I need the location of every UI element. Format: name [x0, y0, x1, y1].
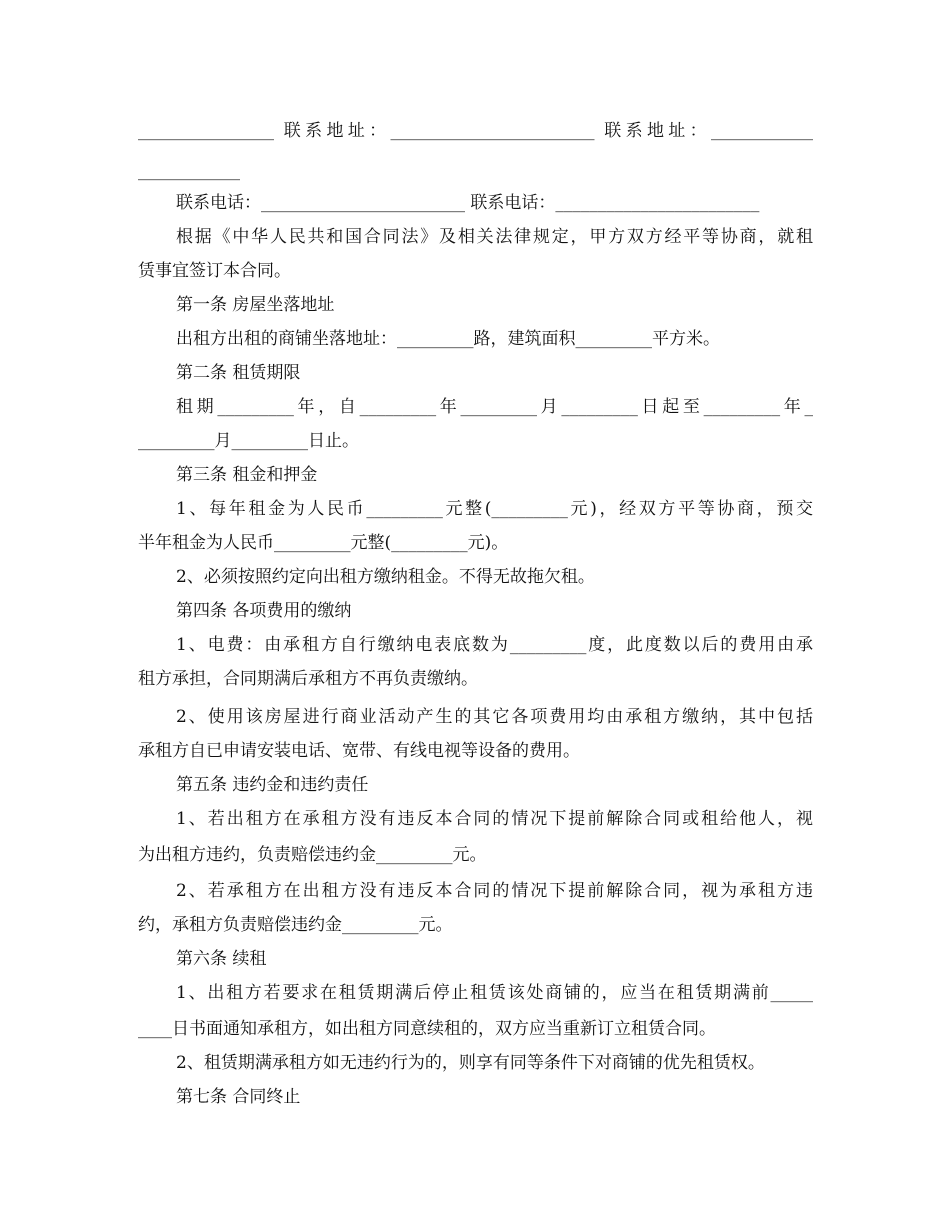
article-1-heading: 第一条 房屋坐落地址: [176, 295, 335, 315]
article-4-item-1-line-1: 1、电费：由承租方自行缴纳电表底数为_________度，此度数以后的费用由承: [176, 635, 813, 655]
article-3-item-1-line-1: 1、每年租金为人民币_________元整(_________元)，经双方平等协商，预交: [176, 499, 813, 519]
article-2-body-line-2: _________月_________日止。: [138, 431, 359, 451]
article-5-item-1-line-1: 1、若出租方在承租方没有违反本合同的情况下提前解除合同或租给他人，视: [176, 809, 813, 829]
article-6-item-2: 2、租赁期满承租方如无违约行为的，则享有同等条件下对商铺的优先租赁权。: [176, 1053, 765, 1073]
article-2-heading: 第二条 租赁期限: [176, 363, 301, 383]
preamble-line-1: 根据《中华人民共和国合同法》及相关法律规定，甲方双方经平等协商，就租: [176, 227, 813, 247]
article-5-heading: 第五条 违约金和违约责任: [176, 775, 369, 795]
article-6-item-1-line-1: 1、出租方若要求在租赁期满后停止租赁该处商铺的，应当在租赁期满前_____: [176, 983, 813, 1003]
article-2-body-line-1: 租期_________年，自_________年_________月_________日起至_________年_: [176, 397, 813, 417]
preamble-line-2: 赁事宜签订本合同。: [138, 261, 291, 281]
article-3-heading: 第三条 租金和押金: [176, 465, 318, 485]
article-6-item-1-line-2: ____日书面通知承租方，如出租方同意续租的，双方应当重新订立租赁合同。: [138, 1019, 716, 1039]
article-4-item-1-line-2: 租方承担，合同期满后承租方不再负责缴纳。: [138, 669, 478, 689]
article-7-heading: 第七条 合同终止: [176, 1087, 301, 1107]
article-4-item-2-line-1: 2、使用该房屋进行商业活动产生的其它各项费用均由承租方缴纳，其中包括: [176, 707, 813, 727]
article-5-item-1-line-2: 为出租方违约，负责赔偿违约金_________元。: [138, 845, 487, 865]
contact-address-continuation: ____________: [138, 161, 240, 181]
article-4-heading: 第四条 各项费用的缴纳: [176, 601, 352, 621]
article-6-heading: 第六条 续租: [176, 949, 267, 969]
article-3-item-1-line-2: 半年租金为人民币_________元整(_________元)。: [138, 533, 509, 553]
article-5-item-2-line-1: 2、若承租方在出租方没有违反本合同的情况下提前解除合同，视为承租方违: [176, 881, 813, 901]
article-4-item-2-line-2: 承租方自已申请安装电话、宽带、有线电视等设备的费用。: [138, 741, 580, 761]
article-1-body: 出租方出租的商铺坐落地址：_________路，建筑面积_________平方米。: [176, 329, 720, 349]
article-5-item-2-line-2: 约，承租方负责赔偿违约金_________元。: [138, 915, 453, 935]
contact-phone-line: 联系电话：________________________ 联系电话：________________________: [176, 193, 760, 213]
contact-address-line: ________________ 联系地址：________________________ 联系地址：____________: [138, 121, 813, 141]
article-3-item-2: 2、必须按照约定向出租方缴纳租金。不得无故拖欠租。: [176, 567, 595, 587]
